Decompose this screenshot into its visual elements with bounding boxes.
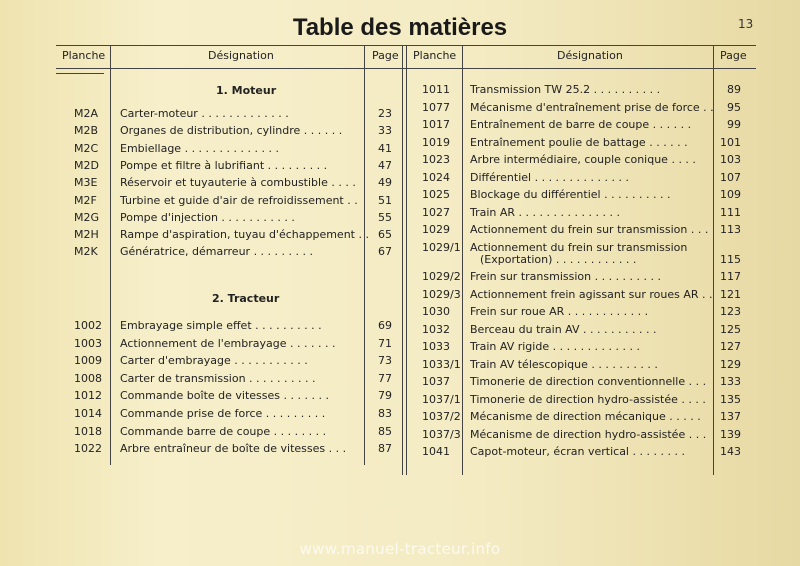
row-designation: Berceau du train AV . . . . . . . . . . . — [470, 322, 657, 336]
row-designation: Transmission TW 25.2 . . . . . . . . . . — [470, 83, 661, 96]
row-code: M2H — [74, 228, 99, 242]
row-code: 1002 — [74, 319, 102, 332]
row-page: 71 — [378, 336, 392, 350]
row-code: 1023 — [422, 153, 450, 166]
row-code: 1003 — [74, 336, 102, 350]
header-designation-right: Désignation — [557, 49, 623, 62]
row-page: 23 — [378, 107, 392, 120]
page-title: Table des matières — [292, 14, 508, 41]
row-designation: Timonerie de direction conventionnelle . . . — [470, 375, 707, 388]
header-page-left: Page — [372, 49, 399, 62]
row-page: 101 — [720, 135, 741, 149]
row-designation: Capot-moteur, écran vertical . . . . . . . . — [470, 445, 685, 458]
row-page: 65 — [378, 228, 392, 242]
row-designation: Génératrice, démarreur . . . . . . . . . — [120, 245, 314, 259]
row-designation: Blockage du différentiel . . . . . . . . . . — [470, 188, 671, 201]
row-page: 123 — [720, 305, 741, 318]
row-code: 1029/1 — [422, 240, 461, 254]
row-page: 51 — [378, 193, 392, 207]
row-page: 133 — [720, 375, 741, 388]
row-designation: Frein sur roue AR . . . . . . . . . . . . — [470, 305, 649, 318]
row-designation: Rampe d'aspiration, tuyau d'échappement . . — [120, 228, 369, 242]
row-page: 127 — [720, 340, 741, 353]
row-code: M2D — [74, 158, 99, 172]
row-code: 1017 — [422, 118, 450, 131]
row-page: 41 — [378, 141, 392, 155]
row-code: 1024 — [422, 170, 450, 184]
row-page: 73 — [378, 354, 392, 368]
table-header-rule-2 — [56, 73, 104, 74]
section-title-tracteur: 2. Tracteur — [212, 292, 280, 305]
row-page: 143 — [720, 445, 741, 458]
row-designation: Réservoir et tuyauterie à combustible . . . . — [120, 176, 356, 190]
row-designation: Actionnement du frein sur transmission — [470, 240, 688, 254]
row-designation: Mécanisme d'entraînement prise de force . . — [470, 100, 714, 114]
row-designation: Actionnement de l'embrayage . . . . . . . — [120, 336, 336, 350]
row-page: 113 — [720, 223, 741, 236]
row-designation: Turbine et guide d'air de refroidissement . . — [120, 193, 358, 207]
row-page: 103 — [720, 153, 741, 166]
row-page: 83 — [378, 407, 392, 420]
header-planche-left: Planche — [62, 49, 106, 62]
row-code: 1041 — [422, 445, 450, 458]
row-page: 139 — [720, 427, 741, 441]
row-page: 117 — [720, 270, 741, 283]
row-designation: Pompe d'injection . . . . . . . . . . . — [120, 210, 295, 224]
row-designation: Entraînement de barre de coupe . . . . . . — [470, 118, 692, 131]
row-designation: Différentiel . . . . . . . . . . . . . . — [470, 170, 629, 184]
page-number: 13 — [738, 17, 754, 31]
header-designation-left: Désignation — [208, 49, 274, 62]
header-page-right: Page — [720, 49, 747, 62]
row-designation: Commande prise de force . . . . . . . . . — [120, 407, 326, 420]
row-code: M2C — [74, 141, 99, 155]
header-planche-right: Planche — [413, 49, 457, 62]
row-designation: Entraînement poulie de battage . . . . . . — [470, 135, 688, 149]
row-designation: Train AV rigide . . . . . . . . . . . . . — [470, 340, 641, 353]
row-code: 1029/2 — [422, 270, 461, 283]
row-code: 1018 — [74, 424, 102, 438]
row-page: 107 — [720, 170, 741, 184]
row-designation: Embiellage . . . . . . . . . . . . . . — [120, 141, 279, 155]
watermark: www.manuel-tracteur.info — [299, 540, 501, 558]
row-code: 1037/1 — [422, 392, 461, 406]
row-code: M2B — [74, 124, 99, 138]
row-page: 87 — [378, 442, 392, 456]
column-divider — [462, 45, 463, 475]
row-designation: Train AR . . . . . . . . . . . . . . . — [470, 205, 620, 219]
row-page: 89 — [727, 83, 741, 96]
row-page: 55 — [378, 210, 392, 224]
row-code: M2G — [74, 210, 100, 224]
row-code: 1009 — [74, 354, 102, 368]
column-divider — [406, 45, 407, 475]
row-code: 1037/2 — [422, 410, 461, 423]
row-code: 1032 — [422, 322, 450, 336]
row-code: M2A — [74, 107, 99, 120]
row-page: 69 — [378, 319, 392, 332]
row-code: 1077 — [422, 100, 450, 114]
column-divider — [402, 45, 403, 475]
row-code: 1012 — [74, 389, 102, 403]
row-page: 115 — [720, 252, 741, 266]
row-code: 1033/1 — [422, 357, 461, 371]
row-designation: Pompe et filtre à lubrifiant . . . . . . . . . — [120, 158, 328, 172]
row-code: 1008 — [74, 371, 102, 385]
row-designation: Mécanisme de direction mécanique . . . . . — [470, 410, 701, 423]
row-designation: Arbre intermédiaire, couple conique . . . . — [470, 153, 696, 166]
row-designation: Arbre entraîneur de boîte de vitesses . . . — [120, 442, 347, 456]
row-page: 129 — [720, 357, 741, 371]
row-designation: Organes de distribution, cylindre . . . . . . — [120, 124, 343, 138]
row-page: 99 — [727, 118, 741, 131]
column-divider — [110, 45, 111, 465]
row-code: 1014 — [74, 407, 102, 420]
row-designation: Frein sur transmission . . . . . . . . . . — [470, 270, 662, 283]
row-page: 67 — [378, 245, 392, 259]
section-title-moteur: 1. Moteur — [216, 84, 277, 97]
row-page: 77 — [378, 371, 392, 385]
row-designation: Carter-moteur . . . . . . . . . . . . . — [120, 107, 289, 120]
row-page: 125 — [720, 322, 741, 336]
row-code: 1011 — [422, 83, 450, 96]
row-code: 1029/3 — [422, 287, 461, 301]
row-page: 79 — [378, 389, 392, 403]
row-code: 1022 — [74, 442, 102, 456]
row-page: 49 — [378, 176, 392, 190]
row-page: 33 — [378, 124, 392, 138]
row-designation: Actionnement du frein sur transmission . . . — [470, 223, 709, 236]
row-page: 85 — [378, 424, 392, 438]
row-designation: Carter d'embrayage . . . . . . . . . . . — [120, 354, 308, 368]
row-code: 1025 — [422, 188, 450, 201]
row-designation: Timonerie de direction hydro-assistée . . . . — [470, 392, 706, 406]
row-designation: Embrayage simple effet . . . . . . . . . . — [120, 319, 322, 332]
row-page: 95 — [727, 100, 741, 114]
row-page: 137 — [720, 410, 741, 423]
row-code: 1037 — [422, 375, 450, 388]
row-page: 135 — [720, 392, 741, 406]
row-code: M3E — [74, 176, 98, 190]
row-code: 1027 — [422, 205, 450, 219]
row-designation: Actionnement frein agissant sur roues AR . . — [470, 287, 713, 301]
row-page: 47 — [378, 158, 392, 172]
row-page: 109 — [720, 188, 741, 201]
row-designation: Commande boîte de vitesses . . . . . . . — [120, 389, 329, 403]
row-code: 1030 — [422, 305, 450, 318]
row-code: 1019 — [422, 135, 450, 149]
row-designation: Train AV télescopique . . . . . . . . . . — [470, 357, 658, 371]
row-designation-continued: (Exportation) . . . . . . . . . . . . — [480, 252, 637, 266]
row-code: M2K — [74, 245, 98, 259]
row-page: 111 — [720, 205, 741, 219]
row-code: M2F — [74, 193, 97, 207]
row-page: 121 — [720, 287, 741, 301]
row-code: 1033 — [422, 340, 450, 353]
row-designation: Mécanisme de direction hydro-assistée . . . — [470, 427, 707, 441]
row-code: 1037/3 — [422, 427, 461, 441]
row-designation: Commande barre de coupe . . . . . . . . — [120, 424, 327, 438]
row-code: 1029 — [422, 223, 450, 236]
row-designation: Carter de transmission . . . . . . . . . . — [120, 371, 316, 385]
